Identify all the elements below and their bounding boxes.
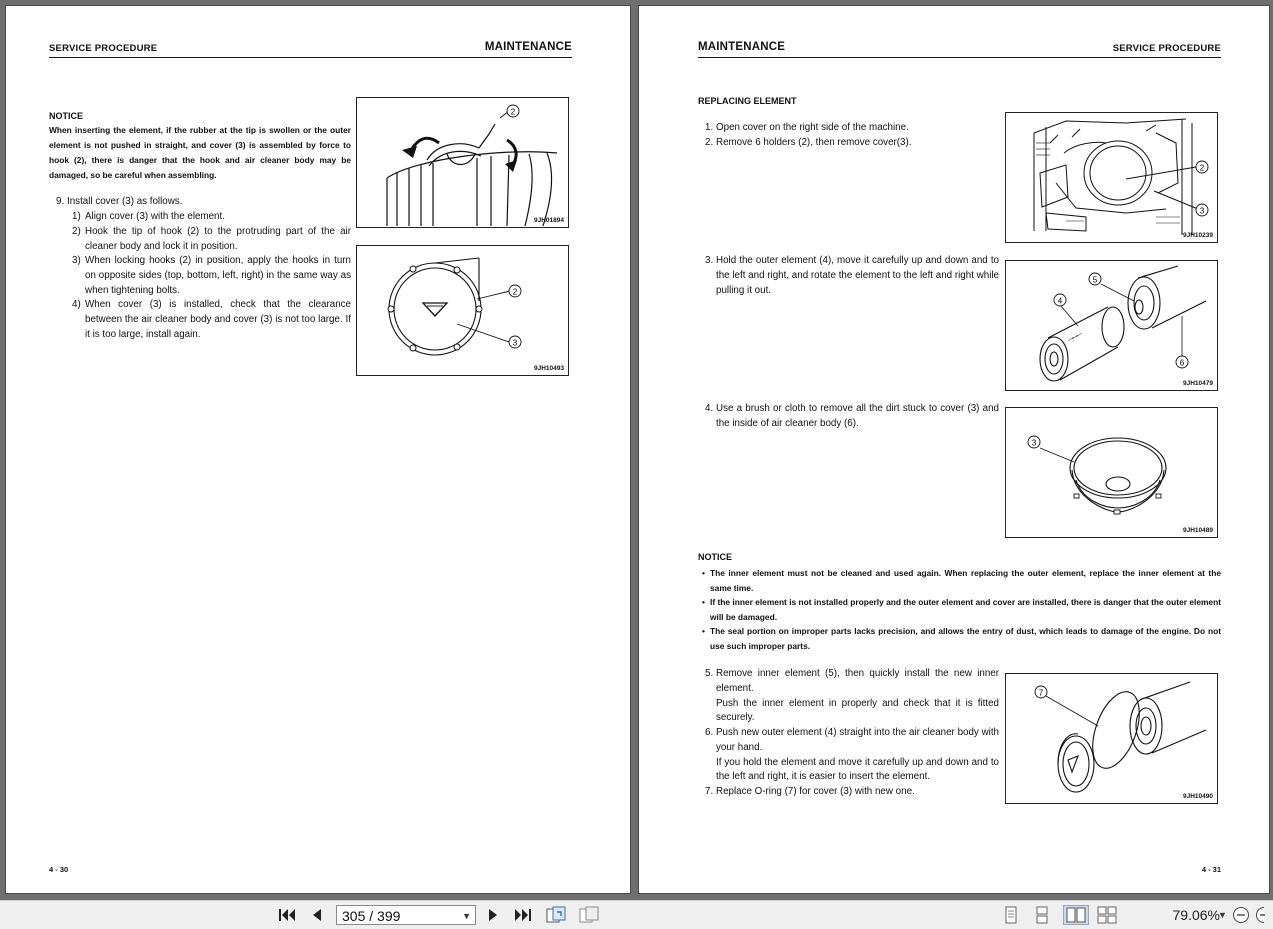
last-page-icon: [514, 907, 532, 923]
zoom-in-icon: [1255, 906, 1265, 924]
substep-2: [72, 225, 351, 255]
step-4-text: Use a brush or cloth to remove all the dirt stuck to cover (3) and the inside of air cleaner body (6).: [716, 403, 999, 429]
step-6-number: 6.: [705, 727, 714, 738]
zoom-level[interactable]: 79.06%: [1172, 907, 1220, 923]
previous-page-icon: [310, 907, 324, 923]
o-ring-illustration: [1006, 674, 1217, 803]
step-1-text: Open cover on the right side of the machine.: [716, 122, 909, 133]
step-7-text: Replace O-ring (7) for cover (3) with new one.: [716, 786, 915, 797]
header-rule: [698, 57, 1221, 58]
callout-3: 3: [1031, 438, 1037, 448]
next-page-button[interactable]: [482, 905, 504, 925]
step-4-number: 4.: [705, 403, 714, 414]
figure-code: 9JH10479: [1183, 380, 1213, 387]
step-1: [705, 121, 999, 136]
callout-6: 6: [1179, 358, 1185, 368]
zoom-out-button[interactable]: [1230, 905, 1252, 925]
fit-width-button[interactable]: [578, 905, 600, 925]
header-service-procedure: SERVICE PROCEDURE: [1112, 43, 1221, 54]
element-illustration: [1006, 261, 1217, 390]
callout-5: 5: [1092, 275, 1098, 285]
substep-4: [72, 298, 351, 343]
step-5-text: Remove inner element (5), then quickly install the new inner element.: [716, 668, 999, 694]
step-6-body: [716, 726, 999, 785]
step-7-number: 7.: [705, 786, 714, 797]
callout-7: 7: [1038, 688, 1044, 698]
fit-width-icon: [578, 906, 600, 924]
chevron-down-icon[interactable]: ▼: [462, 911, 471, 921]
step-6-text: Push new outer element (4) straight into the air cleaner body with your hand.: [716, 727, 999, 753]
fit-page-button[interactable]: [545, 905, 567, 925]
next-page-icon: [486, 907, 500, 923]
step-5-body: [716, 667, 999, 726]
callout-2: 2: [512, 287, 518, 297]
figure-machine-holders: [1005, 112, 1218, 243]
notice-bullet-1: [702, 566, 1221, 596]
single-page-icon: [1003, 906, 1019, 924]
page-4-30: [6, 6, 630, 893]
figure-code: 9JH01894: [534, 217, 564, 224]
notice-text: When inserting the element, if the rubber at the tip is swollen or the outer element is not pushed in straight, and cover (3) is assembled by force to hook (2), there is danger that the hook and air cleaner body may be damaged, so be careful when assembling.: [49, 125, 351, 180]
zoom-out-icon: [1232, 906, 1250, 924]
step-5-number: 5.: [705, 668, 714, 679]
substep-2-number: 2): [72, 226, 81, 237]
step-1-number: 1.: [705, 122, 714, 133]
substep-2-text: Hook the tip of hook (2) to the protruding part of the air cleaner body and lock it in position.: [85, 226, 351, 252]
substep-4-text: When cover (3) is installed, check that the clearance between the air cleaner body and cover (3) is not too large. If it is too large, install again.: [85, 299, 351, 340]
zoom-dropdown-icon[interactable]: ▼: [1218, 910, 1227, 920]
step-6-extra: If you hold the element and move it carefully up and down and to the left and right, it is easier to insert the element.: [716, 756, 999, 783]
callout-2: 2: [1199, 163, 1205, 173]
figure-cover-inside: [1005, 407, 1218, 538]
figure-code: 9JH10489: [1183, 527, 1213, 534]
substep-3: [72, 254, 351, 299]
step-9: [56, 195, 351, 210]
facing-continuous-icon: [1097, 906, 1117, 924]
notice-title: NOTICE: [698, 552, 733, 562]
substep-1: [72, 210, 351, 225]
bullet-dot: •: [702, 626, 705, 636]
step-7: [705, 785, 999, 800]
step-5-extra: Push the inner element in properly and check that it is fitted securely.: [716, 697, 999, 724]
notice-bullet-2: [702, 595, 1221, 625]
substep-4-number: 4): [72, 299, 81, 310]
figure-cover-hooks: [356, 245, 569, 376]
bullet-text: If the inner element is not installed properly and the outer element and cover are installed, there is danger that the outer element will be damaged.: [710, 597, 1221, 622]
step-2-number: 2.: [705, 137, 714, 148]
step-6: [705, 726, 999, 786]
page-number: 4 - 30: [49, 865, 69, 874]
fit-page-icon: [545, 906, 567, 924]
callout-4: 4: [1057, 296, 1063, 306]
figure-code: 9JH10239: [1183, 232, 1213, 239]
header-service-procedure: SERVICE PROCEDURE: [49, 43, 158, 54]
notice-title: NOTICE: [49, 111, 84, 121]
bullet-dot: •: [702, 597, 705, 607]
step-3-text: Hold the outer element (4), move it carefully up and down and to the left and right, and rotate the element to the left and right while pulling it out.: [716, 255, 999, 296]
step-5: [705, 667, 999, 727]
callout-2: 2: [510, 107, 516, 117]
figure-hook-release: [356, 97, 569, 228]
page-4-31: [639, 6, 1269, 893]
section-title: REPLACING ELEMENT: [698, 96, 797, 106]
step-9-text: Install cover (3) as follows.: [67, 196, 183, 207]
step-9-number: 9.: [56, 196, 65, 207]
bullet-text: The seal portion on improper parts lacks precision, and allows the entry of dust, which leads to damage of the engine. Do not use such improper parts.: [710, 626, 1221, 651]
first-page-icon: [278, 907, 296, 923]
last-page-button[interactable]: [512, 905, 534, 925]
figure-code: 9JH10490: [1183, 793, 1213, 800]
previous-page-button[interactable]: [306, 905, 328, 925]
page-number: 4 - 31: [1201, 865, 1221, 874]
continuous-page-icon: [1034, 906, 1050, 924]
substep-1-text: Align cover (3) with the element.: [85, 211, 225, 222]
header-maintenance: MAINTENANCE: [484, 41, 572, 53]
viewer-toolbar: [0, 900, 1273, 929]
hook-illustration: [357, 98, 568, 227]
callout-3: 3: [512, 338, 518, 348]
step-2: [705, 136, 999, 151]
step-4: [705, 402, 999, 432]
facing-continuous-view-button[interactable]: [1096, 905, 1118, 925]
figure-outer-element: [1005, 260, 1218, 391]
figure-o-ring: [1005, 673, 1218, 804]
first-page-button[interactable]: [276, 905, 298, 925]
step-3-number: 3.: [705, 255, 714, 266]
header-maintenance: MAINTENANCE: [698, 41, 786, 53]
substep-1-number: 1): [72, 211, 81, 222]
machine-illustration: [1006, 113, 1217, 242]
zoom-in-button[interactable]: [1255, 905, 1273, 925]
header-rule: [49, 57, 572, 58]
facing-view-button[interactable]: [1063, 905, 1089, 925]
notice-bullet-3: [702, 624, 1221, 654]
facing-pages-icon: [1066, 906, 1086, 924]
page-number-value: 305 / 399: [342, 908, 401, 924]
substep-3-number: 3): [72, 255, 81, 266]
substep-3-text: When locking hooks (2) in position, apply the hooks in turn on opposite sides (top, bottom, left, right) in the same way as when tightening bolts.: [85, 255, 351, 296]
callout-3: 3: [1199, 206, 1205, 216]
single-page-view-button[interactable]: [1000, 905, 1022, 925]
step-3: [705, 254, 999, 299]
cover-illustration: [357, 246, 568, 375]
page-number-input[interactable]: [336, 905, 476, 925]
bullet-dot: •: [702, 568, 705, 578]
figure-code: 9JH10493: [534, 365, 564, 372]
step-2-text: Remove 6 holders (2), then remove cover(3).: [716, 137, 912, 148]
continuous-view-button[interactable]: [1031, 905, 1053, 925]
cover-bowl-illustration: [1006, 408, 1217, 537]
bullet-text: The inner element must not be cleaned and used again. When replacing the outer element, replace the inner element at the same time.: [710, 568, 1221, 593]
